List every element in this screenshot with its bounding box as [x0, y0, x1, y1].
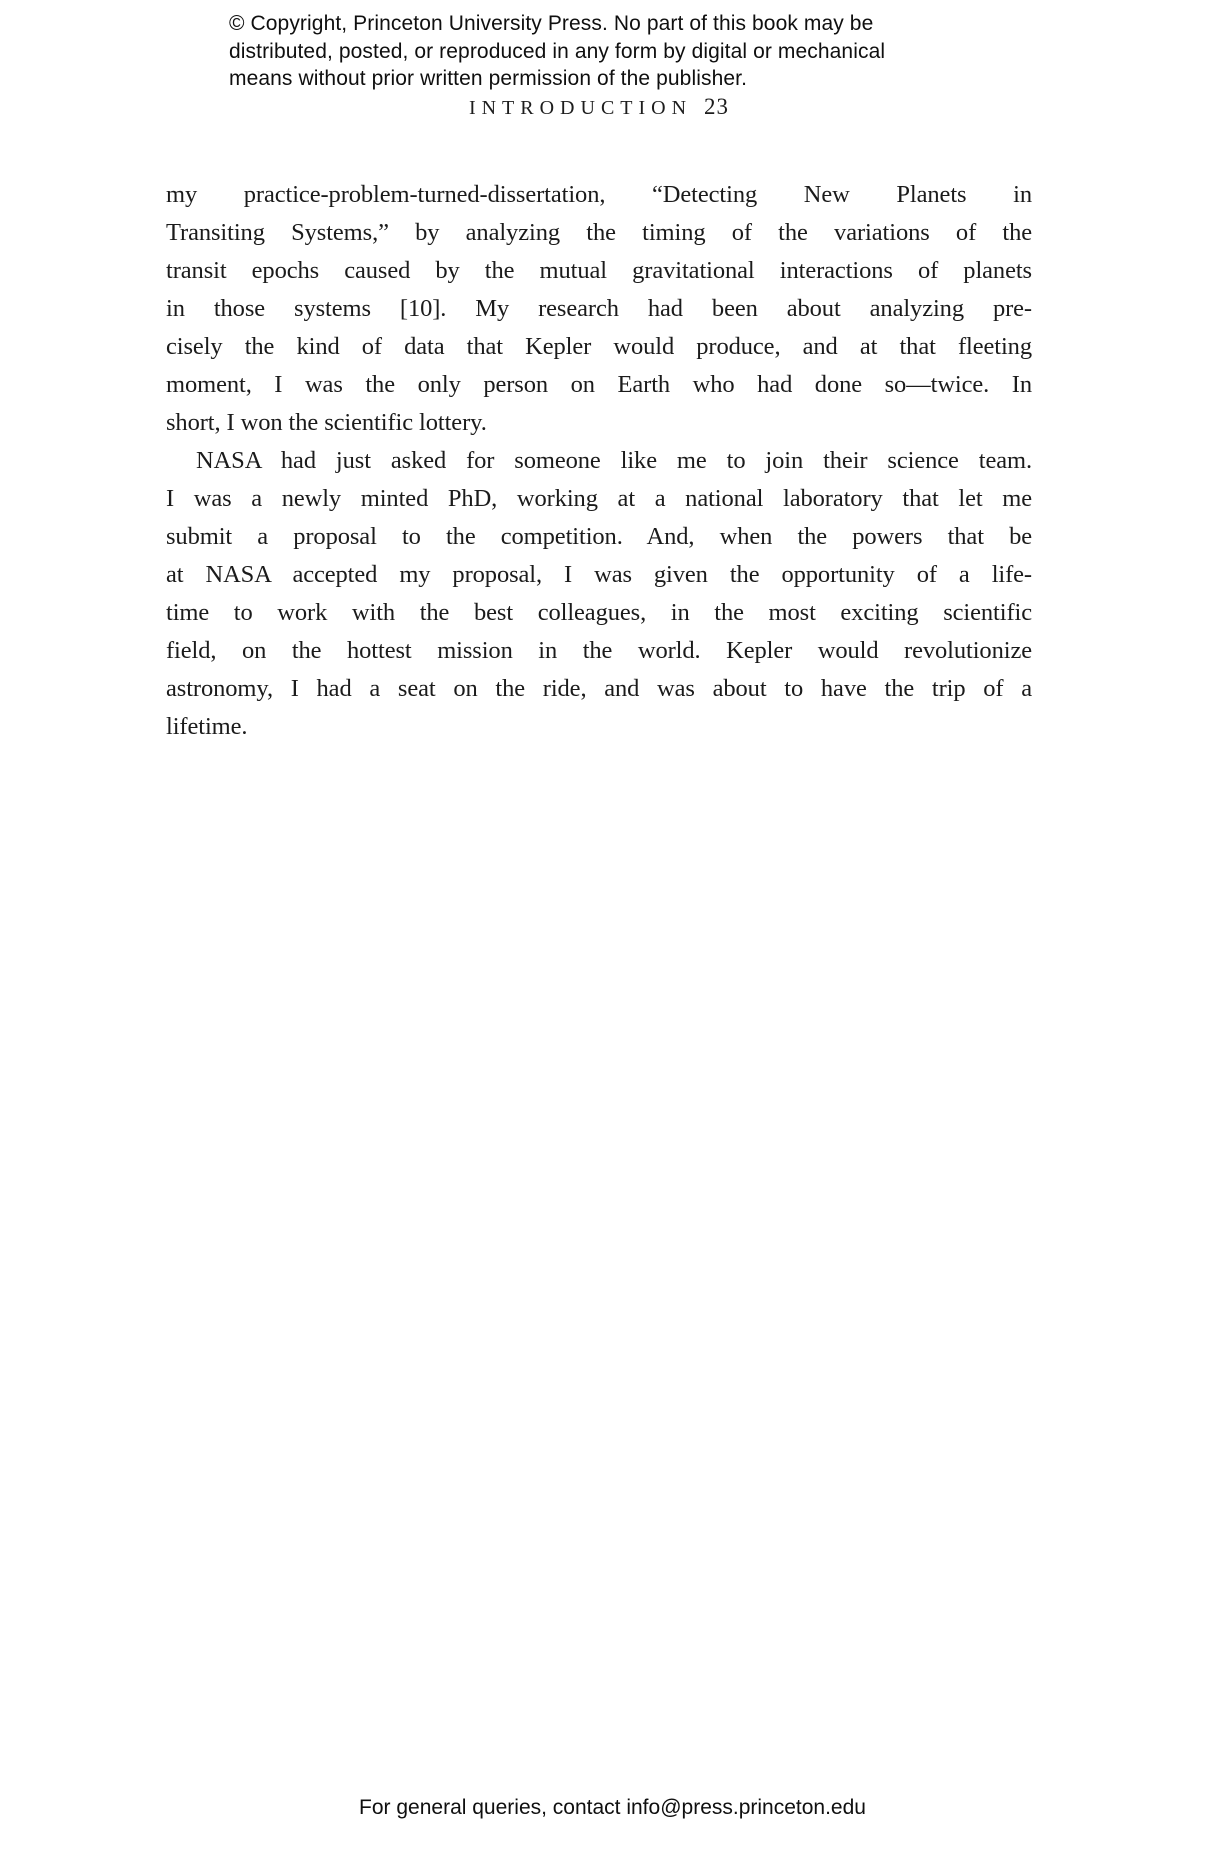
copyright-notice: [229, 10, 885, 93]
page-number: 23: [704, 94, 730, 119]
text-line: cisely the kind of data that Kepler would produce, and at that fleeting: [166, 333, 1032, 360]
text-line: lifetime.: [166, 713, 248, 740]
running-head: [166, 94, 1032, 120]
text-line: my practice-problem-turned-dissertation, “Detecting New Planets in: [166, 181, 1032, 208]
text-line: time to work with the best colleagues, in the most exciting scientific: [166, 599, 1032, 626]
text-line: short, I won the scientific lottery.: [166, 409, 487, 436]
text-line: field, on the hottest mission in the world. Kepler would revolutionize: [166, 637, 1032, 664]
copyright-line: means without prior written permission of the publisher.: [229, 67, 748, 90]
text-line: at NASA accepted my proposal, I was given the opportunity of a life-: [166, 561, 1032, 588]
text-line: I was a newly minted PhD, working at a national laboratory that let me: [166, 485, 1032, 512]
text-line: astronomy, I had a seat on the ride, and was about to have the trip of a: [166, 675, 1032, 702]
running-head-title: INTRODUCTION: [468, 97, 693, 119]
text-line: NASA had just asked for someone like me to join their science team.: [196, 447, 1032, 474]
footer-contact: For general queries, contact info@press.princeton.edu: [359, 1796, 866, 1819]
text-line: submit a proposal to the competition. And, when the powers that be: [166, 523, 1032, 550]
text-line: Transiting Systems,” by analyzing the timing of the variations of the: [166, 219, 1032, 246]
text-line: moment, I was the only person on Earth who had done so—twice. In: [166, 371, 1032, 398]
copyright-line: © Copyright, Princeton University Press. No part of this book may be: [229, 12, 874, 35]
text-line: transit epochs caused by the mutual gravitational interactions of planets: [166, 257, 1032, 284]
text-line: in those systems [10]. My research had been about analyzing pre-: [166, 295, 1032, 322]
copyright-line: distributed, posted, or reproduced in any form by digital or mechanical: [229, 39, 886, 63]
body-text: [166, 176, 1032, 746]
